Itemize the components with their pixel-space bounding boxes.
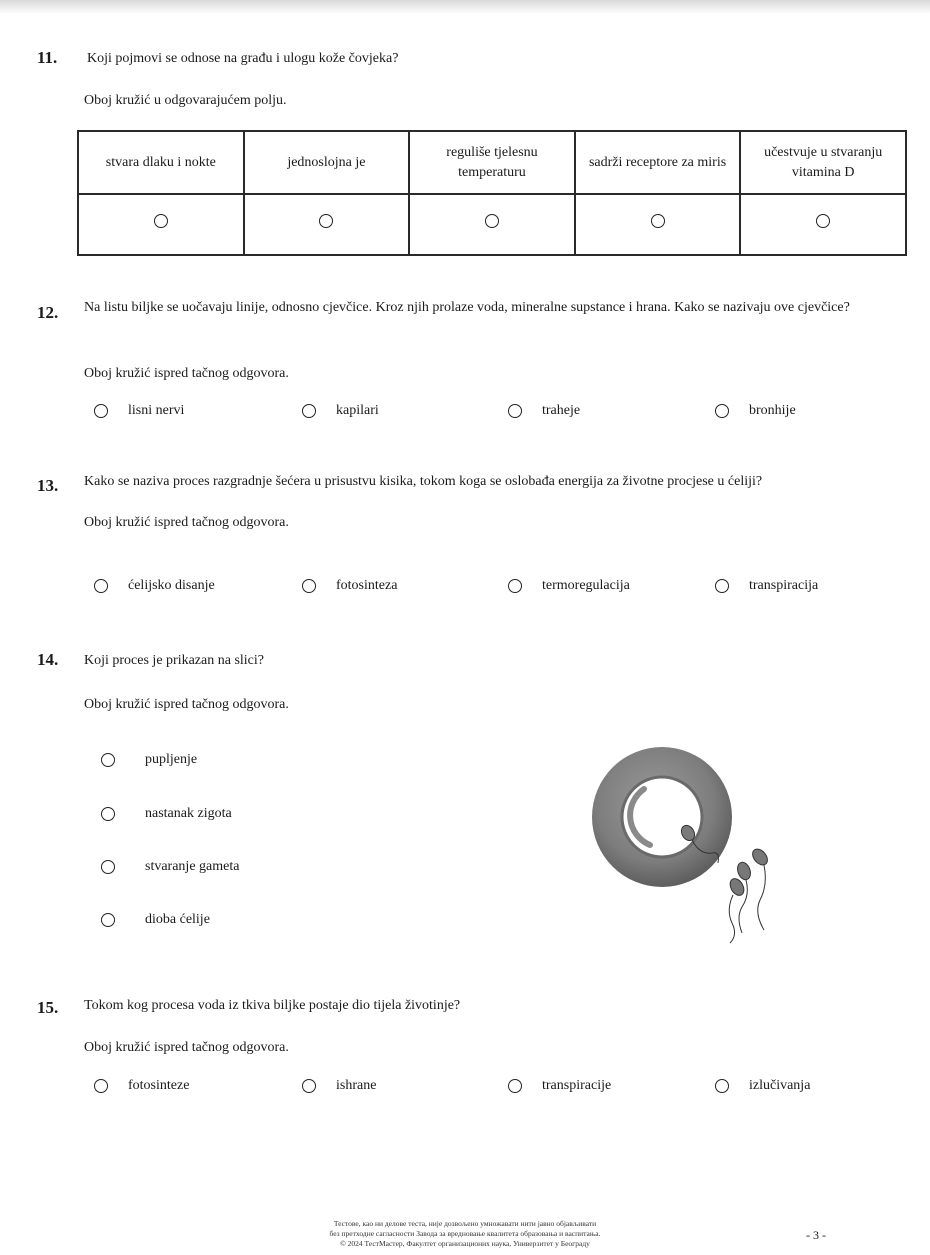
answer-option[interactable]: transpiracija — [715, 578, 818, 594]
egg-and-sperm-cells-icon — [592, 745, 782, 945]
answer-option[interactable]: izlučivanja — [715, 1078, 810, 1094]
answer-option[interactable]: ishrane — [302, 1078, 376, 1094]
answer-option[interactable]: stvaranje gameta — [101, 859, 239, 875]
answer-circle[interactable] — [715, 404, 729, 418]
answer-circle[interactable] — [816, 214, 830, 228]
question-13-text: Kako se naziva proces razgradnje šećera u prisustvu kisika, tokom koga se oslobađa energija za životne procjese u ćeliji? — [84, 474, 763, 489]
answer-option[interactable]: dioba ćelije — [101, 912, 210, 928]
question-14-number: 14. — [37, 650, 59, 669]
answer-option[interactable]: kapilari — [302, 403, 379, 419]
footer-line: © 2024 ТестМастер, Факултет организационих наука, Универзитет у Београду — [340, 1239, 590, 1248]
footer-line: Тестове, као ни делове теста, није дозвољено умножавати нити јавно објављивати — [333, 1219, 597, 1228]
answer-circle[interactable] — [94, 404, 108, 418]
column-header: sadrži receptore za miris — [575, 131, 741, 194]
column-header: stvara dlaku i nokte — [78, 131, 244, 194]
answer-circle[interactable] — [101, 860, 115, 874]
answer-circle[interactable] — [715, 579, 729, 593]
answer-option[interactable]: traheje — [508, 403, 580, 419]
column-header: učestvuje u stvaranju vitamina D — [740, 131, 906, 194]
answer-circle[interactable] — [302, 1079, 316, 1093]
answer-option[interactable]: nastanak zigota — [101, 806, 232, 822]
answer-circle[interactable] — [651, 214, 665, 228]
question-14-text: Koji proces je prikazan na slici? — [84, 653, 264, 668]
column-header: jednoslojna je — [244, 131, 410, 194]
page-top-shadow — [0, 0, 930, 14]
answer-option[interactable]: lisni nervi — [94, 403, 184, 419]
question-15-text: Tokom kog procesa voda iz tkiva biljke postaje dio tijela životinje? — [84, 998, 461, 1013]
answer-option[interactable]: termoregulacija — [508, 578, 630, 594]
answer-option[interactable]: transpiracije — [508, 1078, 611, 1094]
answer-circle[interactable] — [94, 579, 108, 593]
question-12-number: 12. — [37, 303, 59, 322]
answer-circle[interactable] — [485, 214, 499, 228]
answer-circle[interactable] — [715, 1079, 729, 1093]
answer-option[interactable]: pupljenje — [101, 752, 197, 768]
column-header: reguliše tjelesnu temperaturu — [409, 131, 575, 194]
answer-option[interactable]: ćelijsko disanje — [94, 578, 215, 594]
question-15-number: 15. — [37, 998, 59, 1017]
question-13-number: 13. — [37, 476, 59, 495]
answer-circle[interactable] — [94, 1079, 108, 1093]
question-11-number: 11. — [37, 48, 58, 67]
answer-option[interactable]: bronhije — [715, 403, 796, 419]
answer-circle[interactable] — [508, 404, 522, 418]
answer-option[interactable]: fotosinteze — [94, 1078, 189, 1094]
question-12-instruction: Oboj kružić ispred tačnog odgovora. — [84, 366, 289, 381]
answer-circle[interactable] — [154, 214, 168, 228]
page-number: - 3 - — [806, 1228, 826, 1242]
answer-circle[interactable] — [508, 579, 522, 593]
answer-circle[interactable] — [101, 913, 115, 927]
copyright-footer — [230, 1219, 700, 1249]
question-14-instruction: Oboj kružić ispred tačnog odgovora. — [84, 697, 289, 712]
question-11-text: Koji pojmovi se odnose na građu i ulogu kože čovjeka? — [87, 51, 399, 66]
answer-option[interactable]: fotosinteza — [302, 578, 397, 594]
question-13-instruction: Oboj kružić ispred tačnog odgovora. — [84, 515, 289, 530]
answer-circle[interactable] — [302, 579, 316, 593]
answer-circle[interactable] — [319, 214, 333, 228]
answer-circle[interactable] — [101, 753, 115, 767]
footer-line: без претходне сагласности Завода за вредновање квалитета образовања и васпитања. — [329, 1229, 601, 1238]
question-15-instruction: Oboj kružić ispred tačnog odgovora. — [84, 1040, 289, 1055]
question-12-text: Na listu biljke se uočavaju linije, odnosno cjevčice. Kroz njih prolaze voda, mineralne supstance i hrana. Kako se nazivaju ove cjevčice? — [84, 300, 850, 315]
answer-circle[interactable] — [508, 1079, 522, 1093]
answer-circle[interactable] — [302, 404, 316, 418]
answer-circle[interactable] — [101, 807, 115, 821]
question-11-instruction: Oboj kružić u odgovarajućem polju. — [84, 93, 287, 108]
question-11-answer-table — [77, 130, 907, 256]
